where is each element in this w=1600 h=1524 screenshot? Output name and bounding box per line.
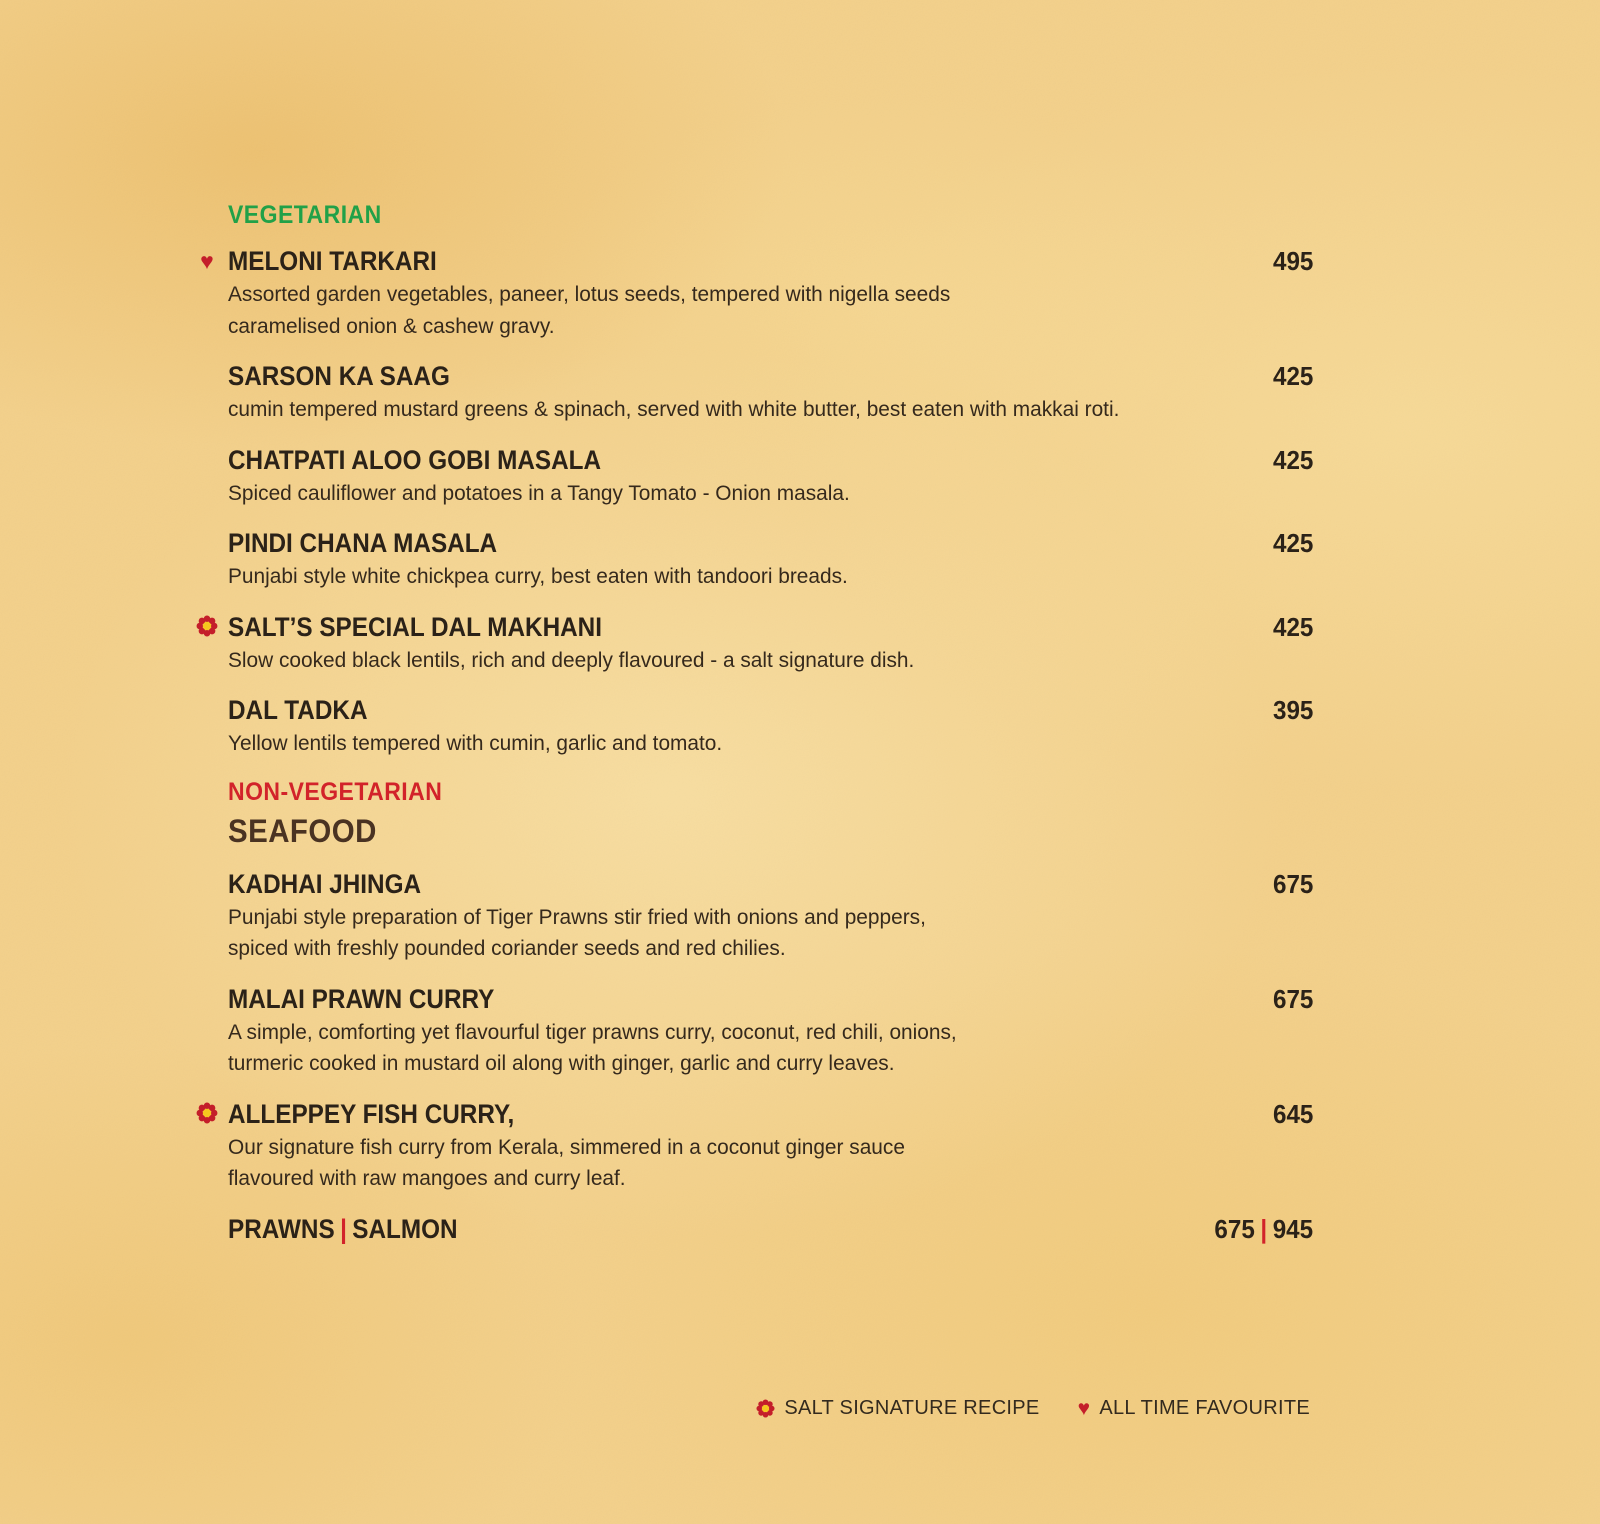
item-description: Our signature fish curry from Kerala, simmered in a coconut ginger sauce xyxy=(228,1134,905,1159)
item-name: PRAWNS | SALMON xyxy=(228,1213,458,1244)
item-name: DAL TADKA xyxy=(228,695,368,725)
item-price: 645 xyxy=(1272,1098,1313,1129)
legend-signature-label: SALT SIGNATURE RECIPE xyxy=(784,1396,1040,1419)
menu-item xyxy=(228,1097,1313,1194)
item-description: flavoured with raw mangoes and curry leaf. xyxy=(228,1166,626,1190)
item-price: 495 xyxy=(1272,246,1313,276)
item-description: Spiced cauliflower and potatoes in a Tangy Tomato - Onion masala. xyxy=(228,480,850,505)
menu-item xyxy=(228,1212,1313,1246)
menu-item xyxy=(228,693,1313,759)
item-price: 425 xyxy=(1272,444,1313,475)
menu-item xyxy=(228,443,1313,509)
item-price: 425 xyxy=(1272,528,1313,558)
menu-item xyxy=(228,359,1313,425)
item-description: caramelised onion & cashew gravy. xyxy=(228,313,555,338)
item-price: 675 xyxy=(1272,983,1313,1014)
all-time-favourite-icon: ♥ xyxy=(200,248,214,274)
menu-item xyxy=(228,867,1313,964)
item-name: SALT’S SPECIAL DAL MAKHANI xyxy=(228,611,602,642)
item-name: ALLEPPEY FISH CURRY, xyxy=(228,1098,515,1129)
salt-signature-recipe-icon xyxy=(756,1397,775,1420)
salt-signature-recipe-icon xyxy=(194,1102,220,1126)
menu-item xyxy=(228,982,1313,1079)
legend-favourite xyxy=(1078,1396,1310,1420)
item-price: 395 xyxy=(1272,695,1313,725)
menu-item xyxy=(228,610,1313,676)
section-header-vegetarian: VEGETARIAN xyxy=(228,201,382,229)
item-name: MALAI PRAWN CURRY xyxy=(228,983,495,1014)
item-description: Punjabi style white chickpea curry, best eaten with tandoori breads. xyxy=(228,564,848,588)
item-description: turmeric cooked in mustard oil along with ginger, garlic and curry leaves. xyxy=(228,1051,895,1075)
item-description: Punjabi style preparation of Tiger Prawns stir fried with onions and peppers, xyxy=(228,904,926,929)
item-price: 425 xyxy=(1272,361,1313,391)
item-price: 675 | 945 xyxy=(1214,1213,1313,1244)
red-separator: | xyxy=(340,1213,347,1244)
legend-favourite-label: ALL TIME FAVOURITE xyxy=(1099,1396,1310,1419)
menu-page xyxy=(200,200,1313,1264)
item-description: spiced with freshly pounded coriander seeds and red chilies. xyxy=(228,936,786,960)
item-name: CHATPATI ALOO GOBI MASALA xyxy=(228,444,602,475)
item-name: MELONI TARKARI xyxy=(228,246,437,276)
item-description: A simple, comforting yet flavourful tiger prawns curry, coconut, red chili, onions, xyxy=(228,1019,957,1044)
legend-signature xyxy=(756,1397,1039,1420)
item-price: 675 xyxy=(1272,868,1313,899)
red-separator: | xyxy=(1260,1213,1268,1244)
item-description: cumin tempered mustard greens & spinach, served with white butter, best eaten with makkai roti. xyxy=(228,397,1120,421)
section-header-seafood: SEAFOOD xyxy=(228,812,377,849)
menu-item xyxy=(228,526,1313,592)
salt-signature-recipe-icon xyxy=(194,615,220,639)
menu-item xyxy=(200,244,1313,341)
item-price: 425 xyxy=(1272,611,1313,642)
legend xyxy=(756,1396,1310,1420)
item-name: KADHAI JHINGA xyxy=(228,868,422,899)
item-name: PINDI CHANA MASALA xyxy=(228,528,498,558)
item-name: SARSON KA SAAG xyxy=(228,361,450,391)
section-header-non-vegetarian: NON-VEGETARIAN xyxy=(228,777,443,806)
item-description: Assorted garden vegetables, paneer, lotus seeds, tempered with nigella seeds xyxy=(228,282,951,306)
all-time-favourite-icon: ♥ xyxy=(1077,1397,1091,1420)
item-description: Slow cooked black lentils, rich and deeply flavoured - a salt signature dish. xyxy=(228,647,915,672)
item-description: Yellow lentils tempered with cumin, garlic and tomato. xyxy=(228,731,723,755)
